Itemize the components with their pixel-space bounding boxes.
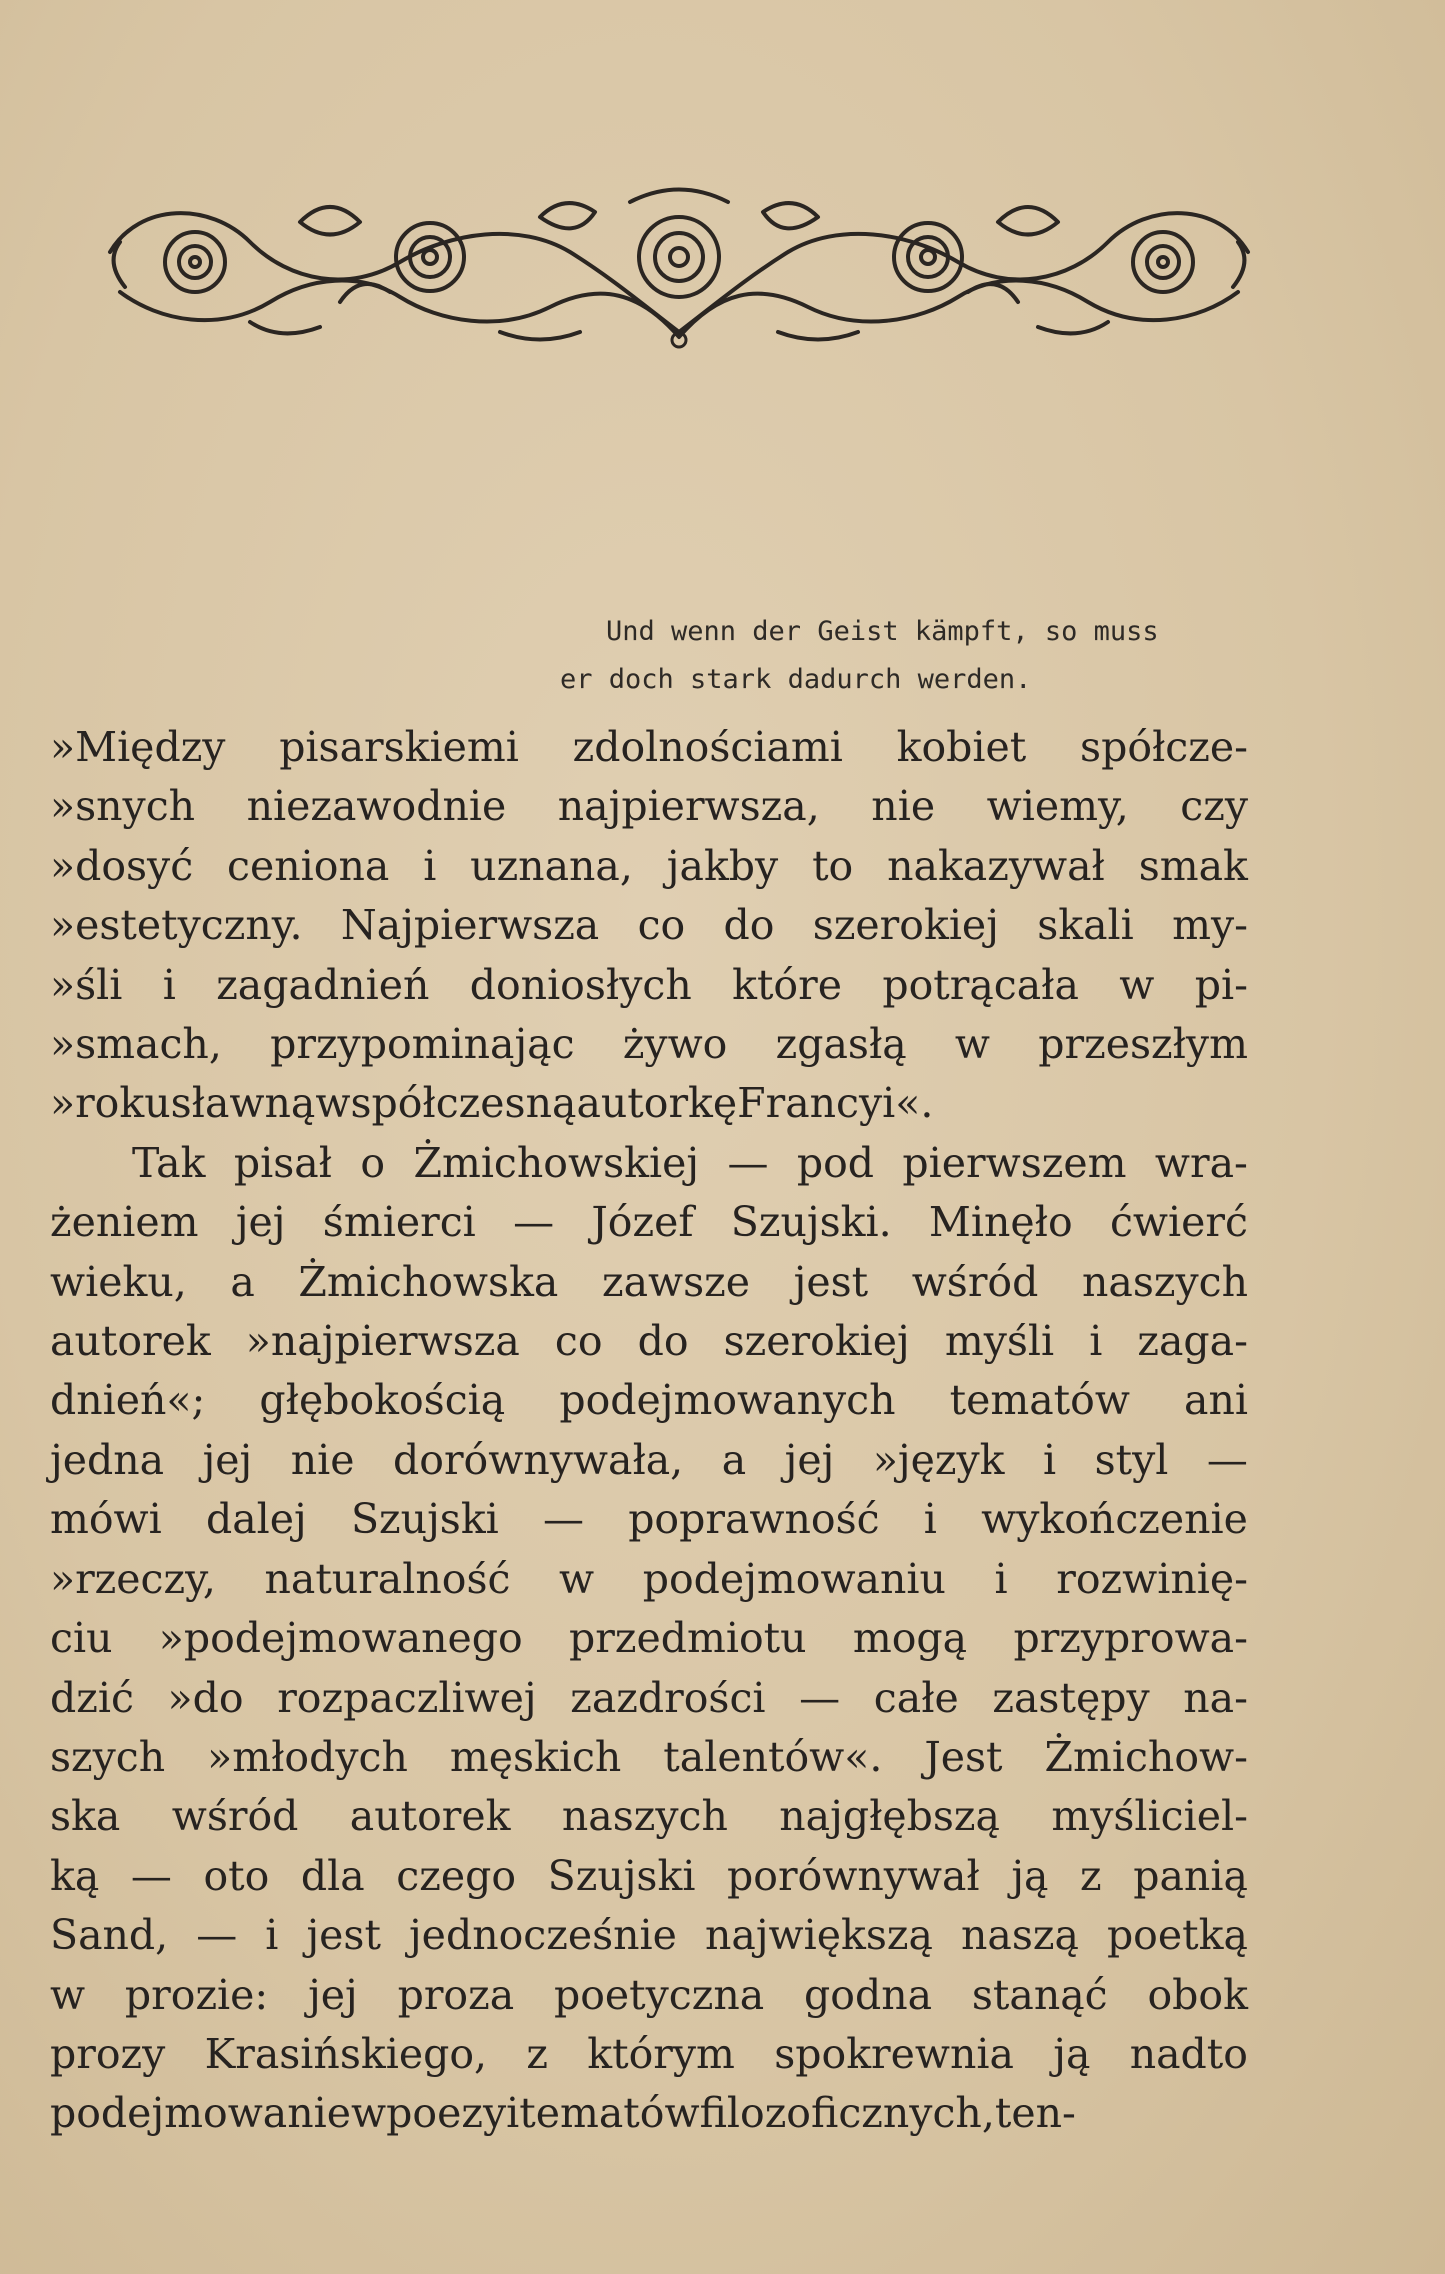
text-line: podejmowanie w poezyi tematów filozoficznych, ten-: [50, 2089, 1076, 2138]
text-line: »roku sławną współczesną autorkę Francyi«.: [50, 1079, 934, 1128]
text-line: »snych niezawodnie najpierwsza, nie wiemy, czy: [50, 782, 1248, 831]
text-line: dnień«; głębokością podejmowanych tematów ani: [50, 1376, 1248, 1425]
text-line: »smach, przypominając żywo zgasłą w przeszłym: [50, 1020, 1248, 1069]
text-line: w prozie: jej proza poetyczna godna stanąć obok: [50, 1970, 1248, 2019]
text-line: żeniem jej śmierci — Józef Szujski. Minęło ćwierć: [50, 1198, 1248, 1247]
text-line: ciu »podejmowanego przedmiotu mogą przyprowa-: [50, 1614, 1248, 1663]
text-line: »dosyć ceniona i uznana, jakby to nakazywał smak: [50, 841, 1248, 890]
text-line: Tak pisał o Żmichowskiej — pod pierwszem wra-: [132, 1138, 1248, 1187]
text-line: dzić »do rozpaczliwej zazdrości — całe zastępy na-: [50, 1673, 1248, 1722]
text-line: mówi dalej Szujski — poprawność i wykończenie: [50, 1495, 1248, 1544]
ornamental-headpiece: [100, 182, 1258, 354]
text-line: autorek »najpierwsza co do szerokiej myśli i zaga-: [50, 1317, 1248, 1366]
body-text: [50, 718, 1248, 2144]
text-line: szych »młodych męskich talentów«. Jest Żmichow-: [50, 1732, 1248, 1781]
epigraph-line-2: er doch stark dadurch werden.: [560, 664, 1032, 695]
text-line: jedna jej nie dorównywała, a jej »język i styl —: [50, 1435, 1248, 1484]
text-line: »estetyczny. Najpierwsza co do szerokiej skali my-: [50, 901, 1248, 950]
text-line: wieku, a Żmichowska zawsze jest wśród naszych: [50, 1257, 1248, 1306]
text-line: Sand, — i jest jednocześnie największą naszą poetką: [50, 1911, 1248, 1960]
text-line: »rzeczy, naturalność w podejmowaniu i rozwinię-: [50, 1554, 1248, 1603]
text-line: »śli i zagadnień doniosłych które potrącała w pi-: [50, 960, 1248, 1009]
text-line: prozy Krasińskiego, z którym spokrewnia ją nadto: [50, 2029, 1248, 2078]
epigraph-line-1: Und wenn der Geist kämpft, so muss: [606, 616, 1159, 647]
text-line: ska wśród autorek naszych najgłębszą myśliciel-: [50, 1792, 1248, 1841]
text-line: »Między pisarskiemi zdolnościami kobiet spółcze-: [50, 723, 1248, 771]
text-line: ką — oto dla czego Szujski porównywał ją z panią: [50, 1851, 1248, 1900]
epigraph: [560, 608, 1260, 704]
